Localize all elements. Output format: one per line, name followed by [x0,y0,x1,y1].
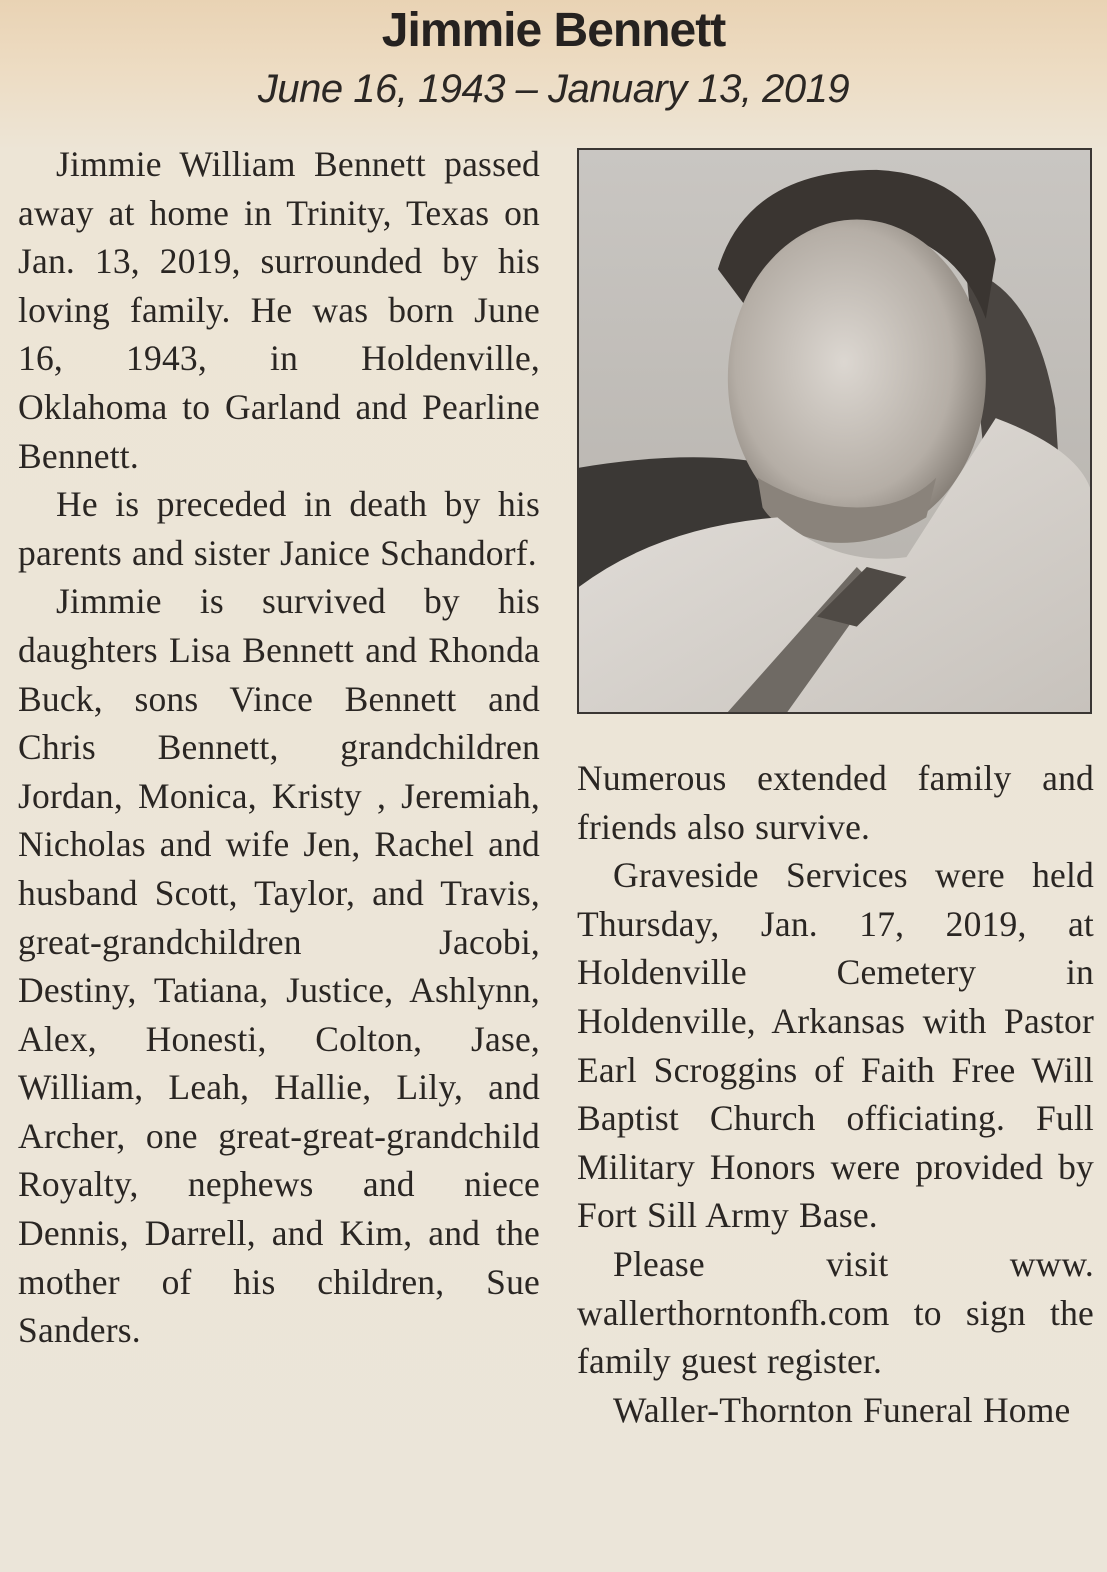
right-column [577,754,1094,1434]
paragraph-guest-register: Please visit www. wallerthorntonfh.com to sign the family guest register. [577,1243,1094,1382]
paragraph-extended-family: Numerous extended family and friends also survive. [577,758,1094,847]
paragraph-survived: Jimmie is survived by his daughters Lisa Bennett and Rhonda Buck, sons Vince Bennett and Chris Bennett, grandchildren Jordan, Monica, Kristy , Jeremiah, Nicholas and wife Jen, Rachel and husband Scott, Taylor, and Travis, great-grandchildren Jacobi, Destiny, Tatiana, Justice, Ashlynn, Alex, Honesti, Colton, Jase, William, Leah, Hallie, Lily, and Archer, one great-great-grandchild Royalty, nephews and niece Dennis, Darrell, and Kim, and the mother of his children, Sue Sanders. [18,581,540,1351]
obituary-dates: June 16, 1943 – January 13, 2019 [257,67,850,111]
paragraph-preceded: He is preceded in death by his parents and sister Janice Schandorf. [18,484,540,573]
paragraph-services: Graveside Services were held Thursday, Jan. 17, 2019, at Holdenville Cemetery in Holdenville, Arkansas with Pastor Earl Scroggins of Faith Free Will Baptist Church officiating. Full Military Honors were provided by Fort Sill Army Base. [577,855,1094,1236]
funeral-home-name: Waller-Thornton Funeral Home [613,1389,1071,1430]
left-column [18,140,540,1355]
obituary-name: Jimmie Bennett [381,4,726,57]
portrait-photo [577,148,1092,714]
paragraph-death-notice: Jimmie William Bennett passed away at home in Trinity, Texas on Jan. 13, 2019, surrounded by his loving family. He was born June 16, 1943, in Holdenville, Oklahoma to Garland and Pearline Bennett. [18,144,540,476]
portrait-photo-image [579,150,1090,712]
